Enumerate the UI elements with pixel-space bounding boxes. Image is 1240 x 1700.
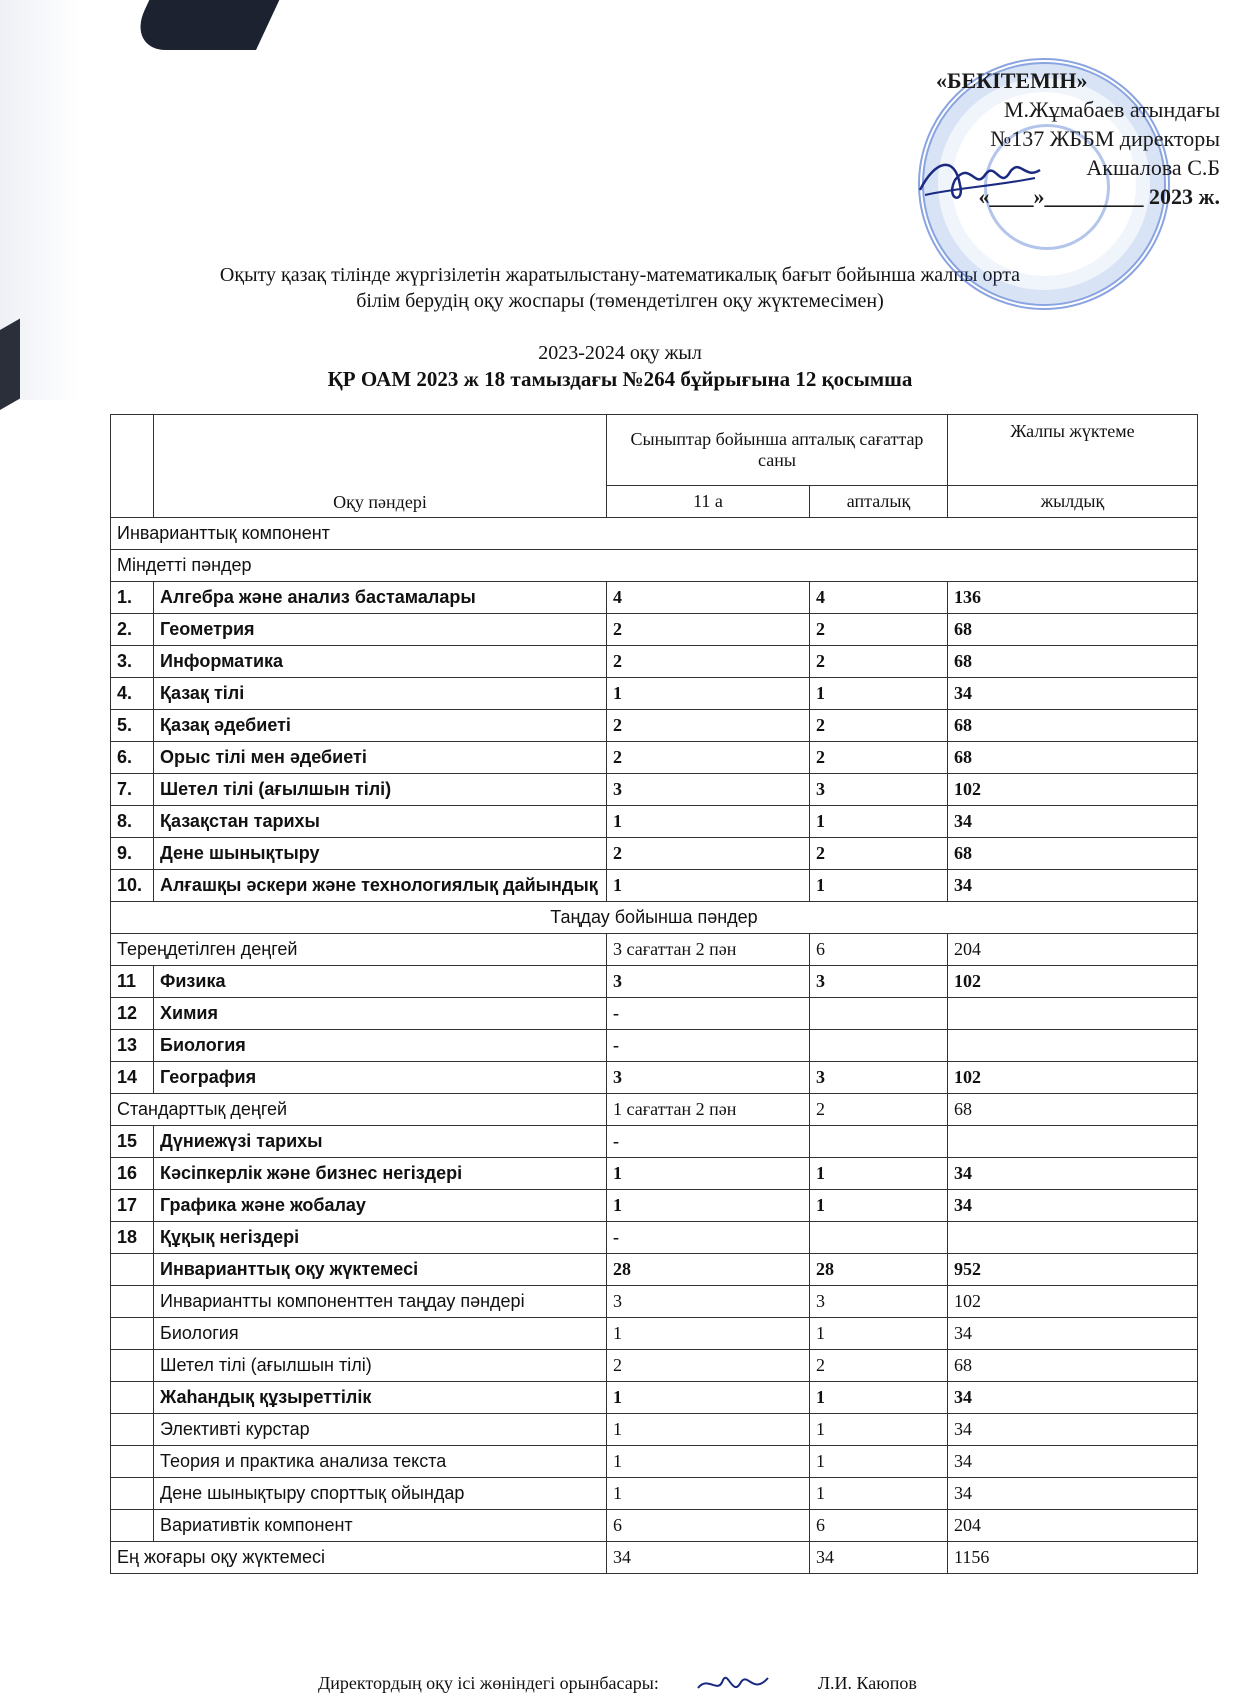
deputy-role: Директордың оқу ісі жөніндегі орынбасары: [318, 1673, 659, 1694]
yearly-hours [948, 998, 1198, 1030]
class-hours: 3 сағаттан 2 пән [607, 934, 810, 966]
table-row [111, 1254, 1198, 1286]
weekly-hours: 2 [810, 1094, 948, 1126]
weekly-hours: 1 [810, 1382, 948, 1414]
class-hours: 1 [607, 678, 810, 710]
row-number [111, 1414, 154, 1446]
yearly-hours [948, 1222, 1198, 1254]
table-row [111, 838, 1198, 870]
weekly-hours: 2 [810, 710, 948, 742]
yearly-hours [948, 1030, 1198, 1062]
yearly-hours: 136 [948, 582, 1198, 614]
yearly-hours: 34 [948, 806, 1198, 838]
row-number [111, 1446, 154, 1478]
weekly-hours: 2 [810, 742, 948, 774]
subject-name: Құқық негіздері [154, 1222, 607, 1254]
deputy-name: Л.И. Каюпов [817, 1673, 917, 1694]
row-number: 10. [111, 870, 154, 902]
class-hours: 1 [607, 1190, 810, 1222]
class-hours: 2 [607, 742, 810, 774]
advanced-level-label: Тереңдетілген деңгей [111, 934, 607, 966]
table-row [111, 1222, 1198, 1254]
table-row [111, 710, 1198, 742]
subject-name: Элективті курстар [154, 1414, 607, 1446]
class-hours: 2 [607, 838, 810, 870]
yearly-hours: 34 [948, 870, 1198, 902]
class-hours: 2 [607, 614, 810, 646]
approval-line: М.Жұмабаев атындағы [1003, 97, 1220, 122]
row-number: 7. [111, 774, 154, 806]
table-row [111, 1062, 1198, 1094]
weekly-hours: 1 [810, 806, 948, 838]
class-hours: 1 [607, 1158, 810, 1190]
curriculum-table [110, 414, 1198, 1574]
row-number: 3. [111, 646, 154, 678]
class-hours: - [607, 1030, 810, 1062]
class-hours: 28 [607, 1254, 810, 1286]
deputy-signature-icon [693, 1670, 773, 1700]
subject-name: Алгебра және анализ бастамалары [154, 582, 607, 614]
weekly-hours: 1 [810, 1190, 948, 1222]
yearly-hours: 68 [948, 646, 1198, 678]
approval-title: «БЕКІТЕМІН» [936, 68, 1088, 93]
subject-name: Қазақ әдебиеті [154, 710, 607, 742]
table-row [111, 774, 1198, 806]
weekly-hours: 1 [810, 1446, 948, 1478]
weekly-hours: 1 [810, 1158, 948, 1190]
yearly-hours: 102 [948, 1286, 1198, 1318]
yearly-hours: 1156 [948, 1542, 1198, 1574]
row-number: 5. [111, 710, 154, 742]
weekly-hours: 1 [810, 678, 948, 710]
weekly-hours [810, 1030, 948, 1062]
class-hours: 1 [607, 1478, 810, 1510]
table-row [111, 1382, 1198, 1414]
header-weekly: апталық [810, 486, 948, 518]
subject-name: Биология [154, 1030, 607, 1062]
subject-name: Графика және жобалау [154, 1190, 607, 1222]
table-row [111, 1510, 1198, 1542]
document-title: Оқыту қазақ тілінде жүргізілетін жаратылыстану-математикалық бағыт бойынша жалпы орта [219, 264, 1021, 286]
yearly-hours: 102 [948, 1062, 1198, 1094]
table-row [111, 1126, 1198, 1158]
section-row [111, 550, 1198, 582]
weekly-hours: 34 [810, 1542, 948, 1574]
footer [318, 1670, 917, 1700]
subject-name: Информатика [154, 646, 607, 678]
table-header-row [111, 415, 1198, 486]
subject-name: Инвариантты компоненттен таңдау пәндері [154, 1286, 607, 1318]
table-row [111, 966, 1198, 998]
row-number: 11 [111, 966, 154, 998]
weekly-hours: 6 [810, 1510, 948, 1542]
weekly-hours [810, 1126, 948, 1158]
advanced-level-row [111, 934, 1198, 966]
header-total-load: Жалпы жүктеме [948, 415, 1198, 486]
yearly-hours: 34 [948, 1446, 1198, 1478]
class-hours: 1 [607, 1414, 810, 1446]
background-shadow [0, 318, 20, 421]
header-yearly: жылдық [948, 486, 1198, 518]
class-hours: 1 [607, 870, 810, 902]
yearly-hours: 68 [948, 742, 1198, 774]
table-row [111, 1414, 1198, 1446]
row-number [111, 1286, 154, 1318]
row-number: 4. [111, 678, 154, 710]
standard-level-row [111, 1094, 1198, 1126]
table-row [111, 1158, 1198, 1190]
subject-name: Орыс тілі мен әдебиеті [154, 742, 607, 774]
yearly-hours: 34 [948, 1382, 1198, 1414]
weekly-hours: 1 [810, 1318, 948, 1350]
yearly-hours: 34 [948, 1478, 1198, 1510]
header-subjects: Оқу пәндері [154, 415, 607, 518]
row-number: 9. [111, 838, 154, 870]
weekly-hours: 2 [810, 1350, 948, 1382]
yearly-hours: 34 [948, 678, 1198, 710]
subject-name: География [154, 1062, 607, 1094]
approval-line: Акшалова С.Б [1086, 155, 1220, 180]
weekly-hours: 3 [810, 1062, 948, 1094]
class-hours: 2 [607, 646, 810, 678]
subject-name: Жаһандық құзыреттілік [154, 1382, 607, 1414]
weekly-hours: 2 [810, 838, 948, 870]
subject-name: Биология [154, 1318, 607, 1350]
yearly-hours: 68 [948, 1350, 1198, 1382]
subject-name: Инварианттық оқу жүктемесі [154, 1254, 607, 1286]
yearly-hours: 204 [948, 934, 1198, 966]
yearly-hours: 68 [948, 838, 1198, 870]
yearly-hours: 68 [948, 1094, 1198, 1126]
subject-name: Геометрия [154, 614, 607, 646]
yearly-hours: 34 [948, 1190, 1198, 1222]
class-hours: 2 [607, 1350, 810, 1382]
class-hours: - [607, 1222, 810, 1254]
class-hours: 4 [607, 582, 810, 614]
subject-name: Шетел тілі (ағылшын тілі) [154, 774, 607, 806]
subject-name: Дене шынықтыру спорттық ойындар [154, 1478, 607, 1510]
subject-name: Теория и практика анализа текста [154, 1446, 607, 1478]
table-row [111, 1318, 1198, 1350]
row-number: 17 [111, 1190, 154, 1222]
weekly-hours [810, 1222, 948, 1254]
table-row [111, 582, 1198, 614]
weekly-hours: 1 [810, 1478, 948, 1510]
row-number: 8. [111, 806, 154, 838]
yearly-hours: 34 [948, 1318, 1198, 1350]
weekly-hours [810, 998, 948, 1030]
subject-name: Химия [154, 998, 607, 1030]
yearly-hours: 34 [948, 1414, 1198, 1446]
class-hours: 34 [607, 1542, 810, 1574]
yearly-hours: 68 [948, 710, 1198, 742]
weekly-hours: 1 [810, 870, 948, 902]
class-hours: - [607, 1126, 810, 1158]
row-number [111, 1318, 154, 1350]
row-number: 15 [111, 1126, 154, 1158]
director-signature-icon [915, 150, 1045, 210]
class-hours: 6 [607, 1510, 810, 1542]
order-reference: ҚР ОАМ 2023 ж 18 тамыздағы №264 бұйрығына 12 қосымша [327, 367, 913, 391]
table-row [111, 742, 1198, 774]
row-number [111, 1510, 154, 1542]
subject-name: Қазақ тілі [154, 678, 607, 710]
weekly-hours: 3 [810, 966, 948, 998]
section-mandatory: Міндетті пәндер [111, 550, 1198, 582]
section-row [111, 902, 1198, 934]
table-row [111, 1030, 1198, 1062]
class-hours: 3 [607, 966, 810, 998]
header-weekly-hours: Сыныптар бойынша апталық сағаттар саны [607, 415, 948, 486]
row-number: 12 [111, 998, 154, 1030]
weekly-hours: 1 [810, 1414, 948, 1446]
class-hours: 1 [607, 1318, 810, 1350]
class-hours: 3 [607, 1286, 810, 1318]
table-row [111, 614, 1198, 646]
class-hours: 3 [607, 774, 810, 806]
yearly-hours: 952 [948, 1254, 1198, 1286]
row-number [111, 1382, 154, 1414]
class-hours: 1 [607, 806, 810, 838]
table-row [111, 870, 1198, 902]
table-row [111, 646, 1198, 678]
table-row [111, 1286, 1198, 1318]
row-number: 18 [111, 1222, 154, 1254]
class-hours: 1 сағаттан 2 пән [607, 1094, 810, 1126]
section-elective: Таңдау бойынша пәндер [111, 902, 1198, 934]
weekly-hours: 28 [810, 1254, 948, 1286]
yearly-hours: 68 [948, 614, 1198, 646]
document-title: білім берудің оқу жоспары (төмендетілген оқу жүктемесімен) [356, 290, 884, 312]
approval-line: №137 ЖББМ директоры [990, 126, 1220, 151]
table-row [111, 1446, 1198, 1478]
table-row [111, 1478, 1198, 1510]
row-number: 14 [111, 1062, 154, 1094]
header-class: 11 а [607, 486, 810, 518]
weekly-hours: 2 [810, 614, 948, 646]
subject-name: Қазақстан тарихы [154, 806, 607, 838]
table-row [111, 998, 1198, 1030]
yearly-hours [948, 1126, 1198, 1158]
weekly-hours: 3 [810, 774, 948, 806]
row-number: 2. [111, 614, 154, 646]
subject-name: Физика [154, 966, 607, 998]
subject-name: Дүниежүзі тарихы [154, 1126, 607, 1158]
academic-year: 2023-2024 оқу жыл [538, 342, 702, 364]
max-load-row [111, 1542, 1198, 1574]
weekly-hours: 3 [810, 1286, 948, 1318]
row-number [111, 1254, 154, 1286]
header-cell [111, 415, 154, 518]
subject-name: Шетел тілі (ағылшын тілі) [154, 1350, 607, 1382]
background-shadow [126, 0, 284, 50]
row-number [111, 1350, 154, 1382]
class-hours: 1 [607, 1446, 810, 1478]
table-row [111, 1190, 1198, 1222]
class-hours: - [607, 998, 810, 1030]
yearly-hours: 34 [948, 1158, 1198, 1190]
max-load-label: Ең жоғары оқу жүктемесі [111, 1542, 607, 1574]
table-row [111, 678, 1198, 710]
class-hours: 3 [607, 1062, 810, 1094]
row-number: 6. [111, 742, 154, 774]
class-hours: 2 [607, 710, 810, 742]
subject-name: Вариативтік компонент [154, 1510, 607, 1542]
row-number: 1. [111, 582, 154, 614]
weekly-hours: 2 [810, 646, 948, 678]
subject-name: Дене шынықтыру [154, 838, 607, 870]
row-number [111, 1478, 154, 1510]
subject-name: Кәсіпкерлік және бизнес негіздері [154, 1158, 607, 1190]
weekly-hours: 6 [810, 934, 948, 966]
section-row [111, 518, 1198, 550]
table-row [111, 1350, 1198, 1382]
section-invariant: Инварианттық компонент [111, 518, 1198, 550]
yearly-hours: 102 [948, 966, 1198, 998]
standard-level-label: Стандарттық деңгей [111, 1094, 607, 1126]
approval-date: «____»_________ 2023 ж. [978, 184, 1220, 209]
row-number: 13 [111, 1030, 154, 1062]
class-hours: 1 [607, 1382, 810, 1414]
weekly-hours: 4 [810, 582, 948, 614]
yearly-hours: 204 [948, 1510, 1198, 1542]
table-row [111, 806, 1198, 838]
row-number: 16 [111, 1158, 154, 1190]
yearly-hours: 102 [948, 774, 1198, 806]
subject-name: Алғашқы әскери және технологиялық дайындық [154, 870, 607, 902]
